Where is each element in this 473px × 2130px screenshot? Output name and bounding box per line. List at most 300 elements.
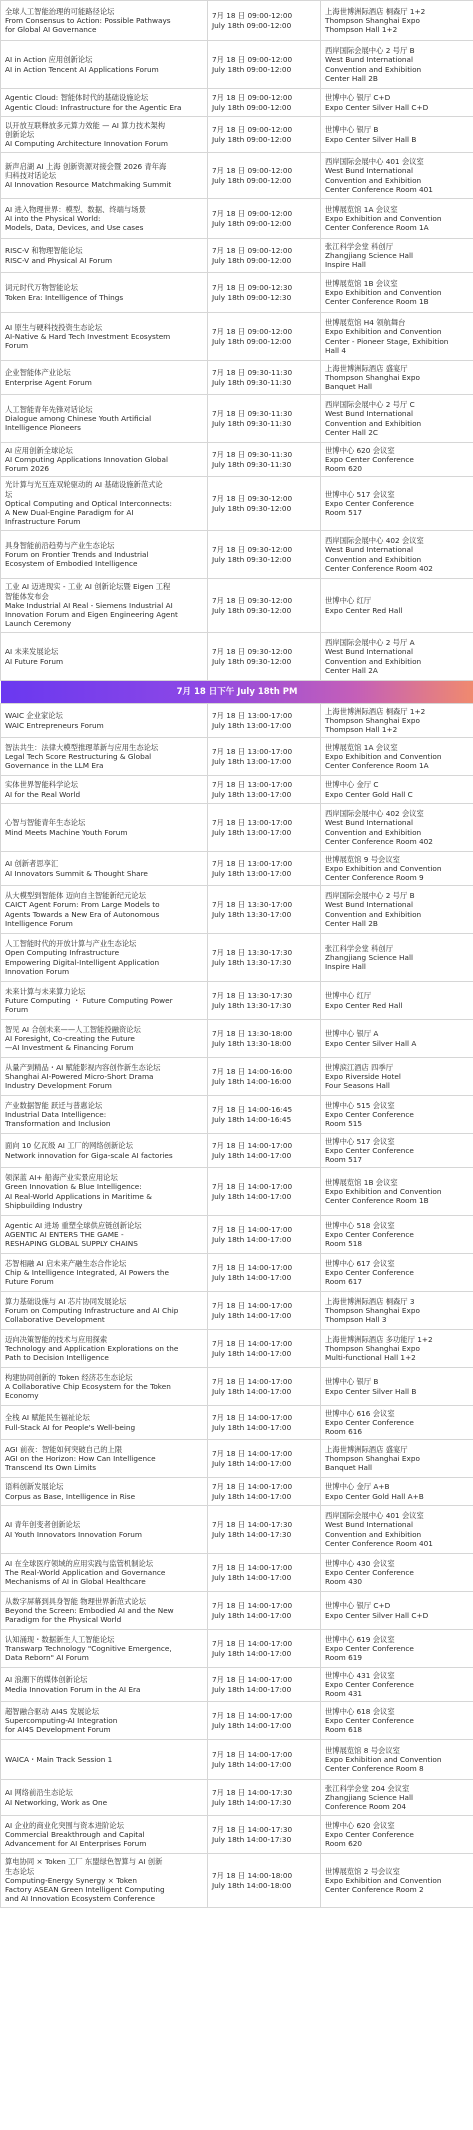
venue-line: 世博中心 618 会议室 [325, 1706, 395, 1716]
session-time-line: July 18th 13:30-18:00 [212, 1038, 292, 1048]
venue-line: Expo Center Conference [325, 1715, 414, 1725]
venue [321, 1168, 473, 1216]
session-time-line: 7月 18 日 14:00-17:00 [212, 1563, 293, 1573]
venue-line: 世博中心 515 会议室 [325, 1100, 395, 1110]
forum-name [1, 1854, 208, 1908]
venue [321, 1216, 473, 1254]
venue-line: Center - Pioneer Stage, Exhibition [325, 336, 449, 346]
forum-name-line: Network innovation for Giga-scale AI factories [5, 1150, 173, 1160]
venue-line: Center Conference Room 402 [325, 836, 433, 846]
venue-line: 上海世博洲际酒店 盛宴厅 [325, 1444, 408, 1454]
forum-name [1, 1740, 208, 1780]
venue-line: 上海世博洲际酒店 多功能厅 1+2 [325, 1334, 433, 1344]
session-time-line: July 18th 14:00-17:30 [212, 1797, 292, 1807]
venue-line: Convention and Exhibition [325, 175, 422, 185]
venue-line: Center Conference Room 1B [325, 1196, 429, 1206]
session-time-line: July 18th 09:00-12:00 [212, 255, 292, 265]
session-time-line: 7月 18 日 13:00-17:00 [212, 859, 293, 869]
venue [321, 1134, 473, 1168]
session-time [208, 1816, 321, 1854]
venue-line: West Bund International [325, 545, 414, 555]
venue-line: 世博展览馆 1B 会议室 [325, 278, 398, 288]
session-time [208, 804, 321, 852]
table-row [1, 1406, 473, 1440]
venue [321, 361, 473, 395]
session-time-line: 7月 18 日 14:00-17:30 [212, 1520, 293, 1530]
forum-name-line: AI Networking, Work as One [5, 1797, 108, 1807]
venue-line: 西岸国际会展中心 402 会议室 [325, 536, 424, 546]
session-time [208, 199, 321, 239]
forum-name-line: 词元时代万物智能论坛 [5, 283, 78, 293]
forum-name-line: Path to Decision Intelligence [5, 1353, 109, 1363]
session-time-line: 7月 18 日 09:30-12:00 [212, 647, 293, 657]
venue-line: 世博中心 金厅 C [325, 780, 379, 790]
session-time-line: July 18th 14:00-17:30 [212, 1834, 292, 1844]
session-time [208, 1406, 321, 1440]
venue-line: Thompson Shanghai Expo [325, 715, 420, 725]
venue-line: Multi-functional Hall 1+2 [325, 1353, 416, 1363]
session-time-line: July 18th 09:30-11:30 [212, 459, 292, 469]
session-time [208, 579, 321, 633]
session-time-line: July 18th 14:00-17:00 [212, 1348, 292, 1358]
forum-name-line: 新声启湖 AI 上海 创新资源对接会暨 2026 青年海 [5, 161, 167, 171]
session-time-line: 7月 18 日 14:00-17:00 [212, 1182, 293, 1192]
session-time [208, 1292, 321, 1330]
table-row [1, 1292, 473, 1330]
forum-name-line: AI 青年创变者创新论坛 [5, 1520, 81, 1530]
forum-name-line: Agentic Cloud: Infrastructure for the Agentic Era [5, 102, 182, 112]
venue-line: Thompson Hall 1+2 [325, 725, 398, 735]
forum-name-line: 坛 [5, 489, 13, 499]
forum-name-line: 芯智相融 AI 启未来产融生态合作论坛 [5, 1258, 127, 1268]
table-row [1, 1702, 473, 1740]
venue-line: Zhangjiang Science Hall [325, 1792, 414, 1802]
session-time-line: 7月 18 日 09:00-12:00 [212, 246, 293, 256]
venue-line: 世博展览馆 9 号会议室 [325, 854, 400, 864]
venue-line: Expo Center Conference [325, 1145, 414, 1155]
forum-name-line: Collaborative Development [5, 1315, 105, 1325]
forum-name [1, 531, 208, 579]
venue-line: Thompson Shanghai Expo [325, 15, 420, 25]
venue-line: Expo Center Silver Hall A [325, 1038, 417, 1048]
venue-line: West Bund International [325, 166, 414, 176]
venue [321, 531, 473, 579]
forum-name-line: AI Computing Architecture Innovation Forum [5, 139, 168, 149]
venue-line: 世博展览馆 H4 领航舞台 [325, 318, 406, 328]
venue [321, 1096, 473, 1134]
venue-line: 世博中心 620 会议室 [325, 1820, 395, 1830]
session-time-line: 7月 18 日 09:30-12:00 [212, 596, 293, 606]
table-row [1, 153, 473, 199]
venue-line: Center Conference Room 402 [325, 563, 433, 573]
table-row [1, 89, 473, 117]
forum-name-line: From Consensus to Action: Possible Pathways [5, 15, 171, 25]
forum-name [1, 704, 208, 738]
forum-name [1, 886, 208, 934]
session-time-line: July 18th 09:00-12:30 [212, 292, 292, 302]
venue-line: Center Conference Room 401 [325, 184, 433, 194]
venue [321, 443, 473, 477]
forum-name-line: 从量产到精品・AI 赋能影视内容创作新生态论坛 [5, 1062, 161, 1072]
session-time-line: July 18th 09:00-12:00 [212, 64, 292, 74]
table-row [1, 1, 473, 41]
venue-line: 世博展览馆 1B 会议室 [325, 1177, 398, 1187]
forum-name-line: Innovation Forum [5, 966, 70, 976]
forum-name-line: AI Youth Innovators Innovation Forum [5, 1529, 143, 1539]
session-time [208, 153, 321, 199]
session-time [208, 886, 321, 934]
forum-name-line: AI into the Physical World: [5, 213, 101, 223]
venue-line: 西岸国际会展中心 2 号厅 C [325, 400, 415, 410]
session-time [208, 1702, 321, 1740]
venue [321, 1292, 473, 1330]
session-time-line: 7月 18 日 13:30-18:00 [212, 1029, 293, 1039]
forum-name-line: A New Dual-Engine Paradigm for AI [5, 508, 134, 518]
venue [321, 633, 473, 681]
session-time-line: 7月 18 日 09:00-12:00 [212, 55, 293, 65]
forum-name [1, 1216, 208, 1254]
venue-line: 世博中心 红厅 [325, 596, 372, 606]
session-time-line: 7月 18 日 09:30-12:00 [212, 545, 293, 555]
session-time-line: July 18th 13:00-17:00 [212, 789, 292, 799]
venue-line: Expo Exhibition and Convention [325, 1875, 442, 1885]
forum-name [1, 804, 208, 852]
forum-name-line: 领深蓝 AI+ 船海产业实景应用论坛 [5, 1173, 118, 1183]
session-time [208, 1254, 321, 1292]
venue-line: Convention and Exhibition [325, 1529, 422, 1539]
venue-line: Thompson Shanghai Expo [325, 1305, 420, 1315]
forum-name-line: Shanghai AI-Powered Micro-Short Drama [5, 1071, 154, 1081]
session-time [208, 395, 321, 443]
session-time-line: July 18th 14:00-17:00 [212, 1191, 292, 1201]
session-time-line: 7月 18 日 14:00-17:00 [212, 1711, 293, 1721]
venue-line: Thompson Shanghai Expo [325, 372, 420, 382]
venue-line: 世博中心 517 会议室 [325, 1136, 395, 1146]
venue-line: Center Conference Room 2 [325, 1885, 424, 1895]
venue-line: 张江科学会堂 204 会议室 [325, 1783, 410, 1793]
venue-line: Room 515 [325, 1119, 363, 1129]
forum-name-line: AI 未来发展论坛 [5, 647, 59, 657]
forum-name-line: Shipbuilding Industry [5, 1200, 83, 1210]
venue [321, 1816, 473, 1854]
forum-name [1, 633, 208, 681]
session-time [208, 1168, 321, 1216]
session-time-line: July 18th 09:00-12:00 [212, 218, 292, 228]
session-time [208, 1096, 321, 1134]
venue-line: Expo Center Silver Hall B [325, 1386, 417, 1396]
venue-line: 张江科学会堂 科创厅 [325, 943, 393, 953]
table-row [1, 1630, 473, 1668]
session-time-line: 7月 18 日 13:00-17:00 [212, 818, 293, 828]
venue-line: West Bund International [325, 55, 414, 65]
venue-line: Room 619 [325, 1653, 363, 1663]
forum-name [1, 776, 208, 804]
forum-name-line: 心智与智能青年生态论坛 [5, 818, 86, 828]
section-title: 7月 18 日下午 July 18th PM [1, 681, 473, 704]
forum-name [1, 1292, 208, 1330]
session-time-line: 7月 18 日 09:00-12:00 [212, 209, 293, 219]
forum-name-line: 面向 10 亿瓦级 AI 工厂的网络创新论坛 [5, 1141, 133, 1151]
table-row [1, 117, 473, 153]
session-time-line: 7月 18 日 14:00-17:00 [212, 1377, 293, 1387]
forum-name-line: The Real-World Application and Governance [5, 1567, 166, 1577]
session-time-line: July 18th 09:00-12:00 [212, 336, 292, 346]
forum-name [1, 1554, 208, 1592]
forum-name [1, 1668, 208, 1702]
session-time [208, 1668, 321, 1702]
venue-line: Room 517 [325, 508, 363, 518]
forum-name-line: 以开放互联释放多元算力效能 — AI 算力技术架构 [5, 120, 166, 130]
session-time [208, 1554, 321, 1592]
table-row [1, 886, 473, 934]
forum-name-line: 全栈 AI 赋能民生福祉论坛 [5, 1413, 90, 1423]
forum-name-line: Agentic Cloud: 智能体时代的基础设施论坛 [5, 93, 149, 103]
table-row [1, 477, 473, 531]
forum-name-line: Corpus as Base, Intelligence in Rise [5, 1491, 136, 1501]
forum-name-line: AI 进入物理世界：模型、数据、终端与场景 [5, 204, 146, 214]
venue-line: Expo Center Conference [325, 1567, 414, 1577]
table-row [1, 1020, 473, 1058]
session-time-line: 7月 18 日 09:00-12:00 [212, 166, 293, 176]
session-time-line: 7月 18 日 09:00-12:00 [212, 125, 293, 135]
venue [321, 1506, 473, 1554]
forum-name-line: WAICA・Main Track Session 1 [5, 1754, 113, 1764]
forum-name-line: Launch Ceremony [5, 619, 72, 629]
venue-line: West Bund International [325, 818, 414, 828]
venue-line: Expo Center Silver Hall B [325, 134, 417, 144]
venue-line: Expo Center Silver Hall C+D [325, 1610, 429, 1620]
table-row [1, 1168, 473, 1216]
session-time [208, 89, 321, 117]
forum-name-line: Token Era: Intelligence of Things [5, 292, 124, 302]
session-time-line: July 18th 13:00-17:00 [212, 720, 292, 730]
session-time-line: July 18th 14:00-17:00 [212, 1234, 292, 1244]
venue-line: Banquet Hall [325, 1463, 373, 1473]
section-header [1, 681, 473, 704]
forum-name-line: AI Innovation Resource Matchmaking Summit [5, 180, 172, 190]
forum-name [1, 1506, 208, 1554]
forum-name-line: WAIC Entrepreneurs Forum [5, 720, 104, 730]
venue-line: West Bund International [325, 900, 414, 910]
venue-line: Room 618 [325, 1725, 363, 1735]
venue [321, 1554, 473, 1592]
venue [321, 1058, 473, 1096]
session-time-line: July 18th 14:00-17:00 [212, 1150, 292, 1160]
table-row [1, 982, 473, 1020]
venue [321, 1854, 473, 1908]
session-time [208, 531, 321, 579]
venue [321, 89, 473, 117]
session-time-line: 7月 18 日 13:30-17:30 [212, 948, 293, 958]
session-time-line: July 18th 09:00-12:00 [212, 175, 292, 185]
table-row [1, 738, 473, 776]
session-time-line: 7月 18 日 14:00-17:00 [212, 1675, 293, 1685]
session-time-line: 7月 18 日 14:00-17:30 [212, 1788, 293, 1798]
venue-line: Expo Center Gold Hall C [325, 789, 413, 799]
table-row [1, 1780, 473, 1816]
session-time [208, 361, 321, 395]
venue-line: 西岸国际会展中心 401 会议室 [325, 157, 424, 167]
venue-line: 上海世博洲际酒店 盛宴厅 [325, 363, 408, 373]
forum-name [1, 1058, 208, 1096]
forum-name-line: 未来计算与未来算力论坛 [5, 986, 86, 996]
session-time-line: 7月 18 日 09:00-12:00 [212, 93, 293, 103]
session-time-line: July 18th 14:00-17:00 [212, 1458, 292, 1468]
venue-line: Expo Exhibition and Convention [325, 213, 442, 223]
forum-name-line: Make Industrial AI Real - Siemens Industrial AI [5, 600, 173, 610]
table-row [1, 934, 473, 982]
forum-name-line: Economy [5, 1391, 39, 1401]
venue-line: 上海世博洲际酒店 桐森厅 1+2 [325, 6, 426, 16]
venue-line: 张江科学会堂 科创厅 [325, 241, 393, 251]
forum-name-line: AI Computing Applications Innovation Global [5, 454, 168, 464]
venue-line: 世博中心 银厅 C+D [325, 1601, 391, 1611]
venue-line: Center Conference Room 401 [325, 1538, 433, 1548]
forum-name-line: AI 企业的商业化突围与资本进阶论坛 [5, 1820, 124, 1830]
venue-line: Center Conference Room 9 [325, 873, 424, 883]
forum-name-line: and AI Innovation Ecosystem Conference [5, 1894, 155, 1904]
session-time [208, 776, 321, 804]
venue [321, 117, 473, 153]
session-time [208, 273, 321, 313]
session-time [208, 852, 321, 886]
forum-name-line: 工业 AI 迈进现实 - 工业 AI 创新论坛暨 Eigen 工程 [5, 582, 171, 592]
forum-name-line: 归科技对话论坛 [5, 170, 57, 180]
forum-name-line: AI Foresight, Co-creating the Future [5, 1033, 135, 1043]
session-time-line: 7月 18 日 13:30-17:00 [212, 900, 293, 910]
session-time-line: July 18th 14:00-18:00 [212, 1880, 292, 1890]
forum-name-line: Enterprise Agent Forum [5, 377, 92, 387]
table-row [1, 1554, 473, 1592]
session-time [208, 1506, 321, 1554]
session-time-line: July 18th 09:30-12:00 [212, 503, 292, 513]
forum-name-line: Computing-Energy Synergy × Token [5, 1875, 137, 1885]
session-time-line: July 18th 09:30-12:00 [212, 656, 292, 666]
venue-line: 上海世博洲际酒店 桐森厅 1+2 [325, 706, 426, 716]
session-time [208, 934, 321, 982]
venue-line: Expo Center Conference [325, 1643, 414, 1653]
venue-line: 世博中心 银厅 B [325, 125, 379, 135]
forum-name-line: 智见 AI 合创未来——人工智能投融资论坛 [5, 1024, 141, 1034]
forum-name-line: Data Reborn" AI Forum [5, 1653, 89, 1663]
table-row [1, 1254, 473, 1292]
session-time-line: 7月 18 日 14:00-17:00 [212, 1141, 293, 1151]
session-time-line: July 18th 14:00-17:00 [212, 1648, 292, 1658]
venue [321, 1330, 473, 1368]
venue-line: Room 616 [325, 1427, 363, 1437]
venue-line: 世博展览馆 2 号会议室 [325, 1866, 400, 1876]
venue [321, 982, 473, 1020]
venue-line: Convention and Exhibition [325, 64, 422, 74]
venue-line: 上海世博洲际酒店 桐森厅 3 [325, 1296, 415, 1306]
session-time-line: July 18th 14:00-17:30 [212, 1529, 292, 1539]
venue-line: 西岸国际会展中心 2 号厅 A [325, 638, 415, 648]
venue [321, 704, 473, 738]
forum-name [1, 934, 208, 982]
session-time [208, 1058, 321, 1096]
forum-name-line: 迈向决策智能的技术与应用探索 [5, 1334, 108, 1344]
session-time [208, 1020, 321, 1058]
forum-name-line: 构建协同创新的 Token 经济芯生态论坛 [5, 1372, 133, 1382]
forum-name-line: Future Forum [5, 1277, 54, 1287]
table-row [1, 199, 473, 239]
forum-name [1, 41, 208, 89]
session-time-line: 7月 18 日 14:00-16:00 [212, 1067, 293, 1077]
forum-name-line: AI-Native & Hard Tech Investment Ecosystem [5, 331, 171, 341]
forum-name [1, 1134, 208, 1168]
session-time-line: 7月 18 日 14:00-17:00 [212, 1601, 293, 1611]
table-row [1, 579, 473, 633]
session-time [208, 1478, 321, 1506]
forum-name [1, 1780, 208, 1816]
venue [321, 886, 473, 934]
venue [321, 804, 473, 852]
venue-line: Expo Center Conference [325, 454, 414, 464]
forum-name-line: 智法共生：法律大模型推理革新与应用生态论坛 [5, 742, 159, 752]
venue-line: 世博中心 金厅 A+B [325, 1482, 390, 1492]
forum-name-line: Technology and Application Explorations on the [5, 1343, 179, 1353]
venue-line: Inspire Hall [325, 260, 366, 270]
venue-line: Room 617 [325, 1277, 363, 1287]
forum-name-line: RISC-V 和物理智能论坛 [5, 246, 83, 256]
venue [321, 852, 473, 886]
venue-line: Center Hall 2A [325, 665, 378, 675]
forum-name-line: Full-Stack AI for People's Well-being [5, 1422, 136, 1432]
session-time [208, 1854, 321, 1908]
session-time-line: July 18th 09:00-12:00 [212, 134, 292, 144]
forum-name-line: Transwarp Technology "Cognitive Emergence, [5, 1643, 172, 1653]
session-time [208, 1780, 321, 1816]
forum-name-line: Intelligence Pioneers [5, 423, 81, 433]
venue-line: Expo Center Conference [325, 1679, 414, 1689]
table-row [1, 1330, 473, 1368]
venue-line: Convention and Exhibition [325, 418, 422, 428]
session-time-line: 7月 18 日 14:00-17:00 [212, 1482, 293, 1492]
table-row [1, 1096, 473, 1134]
table-row [1, 1478, 473, 1506]
forum-name-line: Green Innovation & Blue Intelligence: [5, 1182, 142, 1192]
session-time [208, 704, 321, 738]
session-time-line: July 18th 14:00-17:00 [212, 1272, 292, 1282]
forum-name [1, 1592, 208, 1630]
forum-name-line: 实体世界智能科学论坛 [5, 780, 78, 790]
session-time [208, 1216, 321, 1254]
forum-name-line: Agents Towards a New Era of Autonomous [5, 909, 160, 919]
venue-line: Room 431 [325, 1689, 363, 1699]
venue-line: Zhangjiang Science Hall [325, 250, 414, 260]
session-time-line: July 18th 09:30-12:00 [212, 605, 292, 615]
forum-name-line: AGENTIC AI ENTERS THE GAME - [5, 1229, 124, 1239]
venue-line: 西岸国际会展中心 2 号厅 B [325, 891, 415, 901]
forum-name-line: AI for the Real World [5, 789, 81, 799]
forum-name-line: Media Innovation Forum in the AI Era [5, 1684, 141, 1694]
forum-name-line: RISC-V and Physical AI Forum [5, 255, 113, 265]
forum-name-line: 人工智能时代的开放计算与产业生态论坛 [5, 939, 137, 949]
forum-name-line: Chip & Intelligence Integrated, AI Powers the [5, 1267, 169, 1277]
session-time-line: 7月 18 日 14:00-17:00 [212, 1449, 293, 1459]
venue-line: Expo Exhibition and Convention [325, 1186, 442, 1196]
venue-line: 世博中心 银厅 B [325, 1377, 379, 1387]
venue-line: 世博中心 430 会议室 [325, 1558, 395, 1568]
forum-name-line: 产业数据智能 跃迁与普惠论坛 [5, 1100, 103, 1110]
venue [321, 776, 473, 804]
table-row [1, 804, 473, 852]
session-time-line: 7月 18 日 14:00-17:00 [212, 1339, 293, 1349]
venue-line: Center Conference Room 1A [325, 223, 429, 233]
venue [321, 1668, 473, 1702]
venue [321, 1740, 473, 1780]
venue-line: Expo Exhibition and Convention [325, 1754, 442, 1764]
